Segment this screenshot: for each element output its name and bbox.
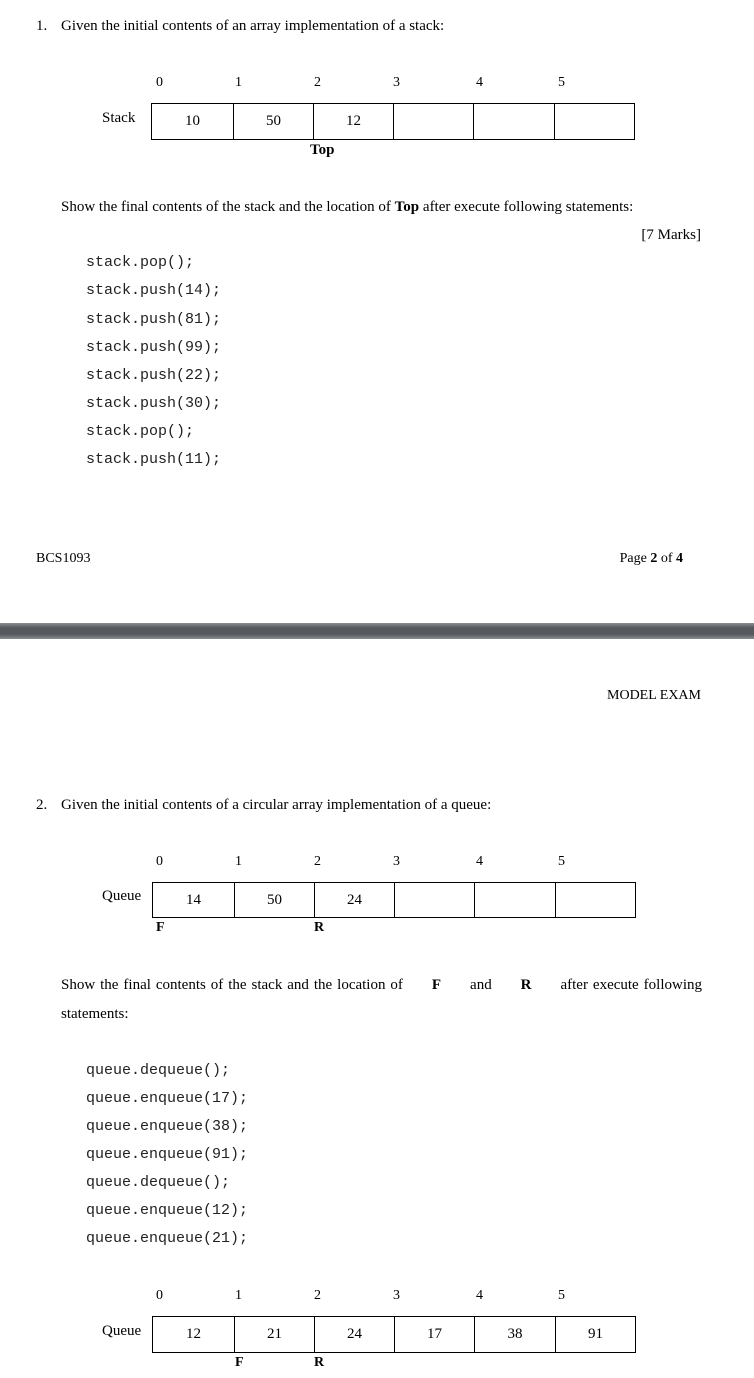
q1-code-line-2: stack.push(14); [86,282,222,299]
question-2-number: 2. [36,797,48,813]
q1-top-label: Top [310,142,335,158]
q1-instruction [61,199,633,216]
header-model-exam: MODEL EXAM [607,688,701,703]
q2-index-1: 1 [235,854,242,869]
q2-index-2: 2 [314,854,321,869]
q2-answer-index-5: 5 [558,1288,565,1303]
q2-code-line-5: queue.dequeue(); [86,1174,231,1191]
q2-code-line-1: queue.dequeue(); [86,1062,231,1079]
q2-cell-1: 50 [234,883,314,917]
q2-instruction-part-2: after execute following [560,977,702,993]
q2-instruction-line-1 [61,977,702,994]
q2-answer-queue-array [152,1316,636,1353]
q2-front-label: F [156,920,165,935]
q2-code-line-2: queue.enqueue(17); [86,1090,249,1107]
q1-cell-0: 10 [185,113,200,129]
footer-page-total: 4 [676,551,683,566]
footer-course-code: BCS1093 [36,551,91,566]
q1-code-line-7: stack.pop(); [86,423,195,440]
q2-cell-2: 24 [314,883,394,917]
q1-code-line-1: stack.pop(); [86,254,195,271]
q2-answer-rear-label: R [314,1355,325,1370]
q2-index-4: 4 [476,854,483,869]
q2-answer-index-3: 3 [393,1288,400,1303]
footer-page-num: 2 [650,551,658,566]
q1-instruction-before: Show the final contents of the stack and the location of [61,199,395,215]
q2-instruction-f: F [431,977,442,993]
q1-index-1: 1 [235,75,242,90]
q2-cell-5 [555,883,635,917]
q1-code-line-3: stack.push(81); [86,311,222,328]
q2-answer-index-1: 1 [235,1288,242,1303]
q2-answer-index-2: 2 [314,1288,321,1303]
q2-answer-cell-4: 38 [474,1317,555,1352]
q1-index-5: 5 [558,75,565,90]
q1-stack-label: Stack [102,110,136,126]
q1-marks: [7 Marks] [641,227,701,243]
question-1-number: 1. [36,18,48,34]
q2-answer-cell-0: 12 [186,1326,201,1342]
footer-page-number [620,551,683,567]
q2-code-line-3: queue.enqueue(38); [86,1118,249,1135]
q2-instruction-line-2: statements: [61,1006,129,1022]
q2-index-0: 0 [156,854,163,869]
q2-index-5: 5 [558,854,565,869]
q2-cell-4 [474,883,555,917]
q2-queue-label: Queue [102,888,142,904]
q2-answer-cell-1: 21 [234,1317,314,1352]
q2-answer-front-label: F [235,1355,244,1370]
q1-code-line-4: stack.push(99); [86,339,222,356]
q2-index-3: 3 [393,854,400,869]
q2-queue-array [152,882,636,918]
q2-cell-3 [394,883,474,917]
q2-answer-index-4: 4 [476,1288,483,1303]
q1-index-0: 0 [156,75,163,90]
q1-index-4: 4 [476,75,483,90]
q2-instruction-part-1: Show the final contents of the stack and the location of [61,977,403,993]
q2-answer-index-0: 0 [156,1288,163,1303]
question-2-text: Given the initial contents of a circular array implementation of a queue: [61,797,492,813]
q1-instruction-top: Top [394,199,420,215]
q1-instruction-after: after execute following statements: [419,199,634,215]
q2-answer-cell-3: 17 [394,1317,474,1352]
q1-cell-2: 12 [313,104,393,139]
q1-cell-3 [393,104,473,139]
q2-rear-label: R [314,920,325,935]
q1-code-line-5: stack.push(22); [86,367,222,384]
q1-code-line-8: stack.push(11); [86,451,222,468]
q1-index-2: 2 [314,75,321,90]
q2-cell-0: 14 [186,891,201,908]
q1-code-line-6: stack.push(30); [86,395,222,412]
footer-page-word: Page [619,551,651,566]
q2-code-line-4: queue.enqueue(91); [86,1146,249,1163]
q2-instruction-r: R [520,977,532,993]
q1-stack-array [151,103,635,140]
q2-code-line-6: queue.enqueue(12); [86,1202,249,1219]
q2-code-line-7: queue.enqueue(21); [86,1230,249,1247]
q1-cell-4 [473,104,554,139]
q1-cell-5 [554,104,634,139]
page-divider [0,623,754,639]
q2-instruction-and: and [470,977,492,993]
question-1-text: Given the initial contents of an array implementation of a stack: [61,18,445,34]
footer-of-word: of [657,551,676,566]
q1-index-3: 3 [393,75,400,90]
q2-answer-cell-2: 24 [314,1317,394,1352]
q2-answer-queue-label: Queue [102,1323,142,1339]
q1-cell-1: 50 [233,104,313,139]
q2-answer-cell-5: 91 [555,1317,635,1352]
